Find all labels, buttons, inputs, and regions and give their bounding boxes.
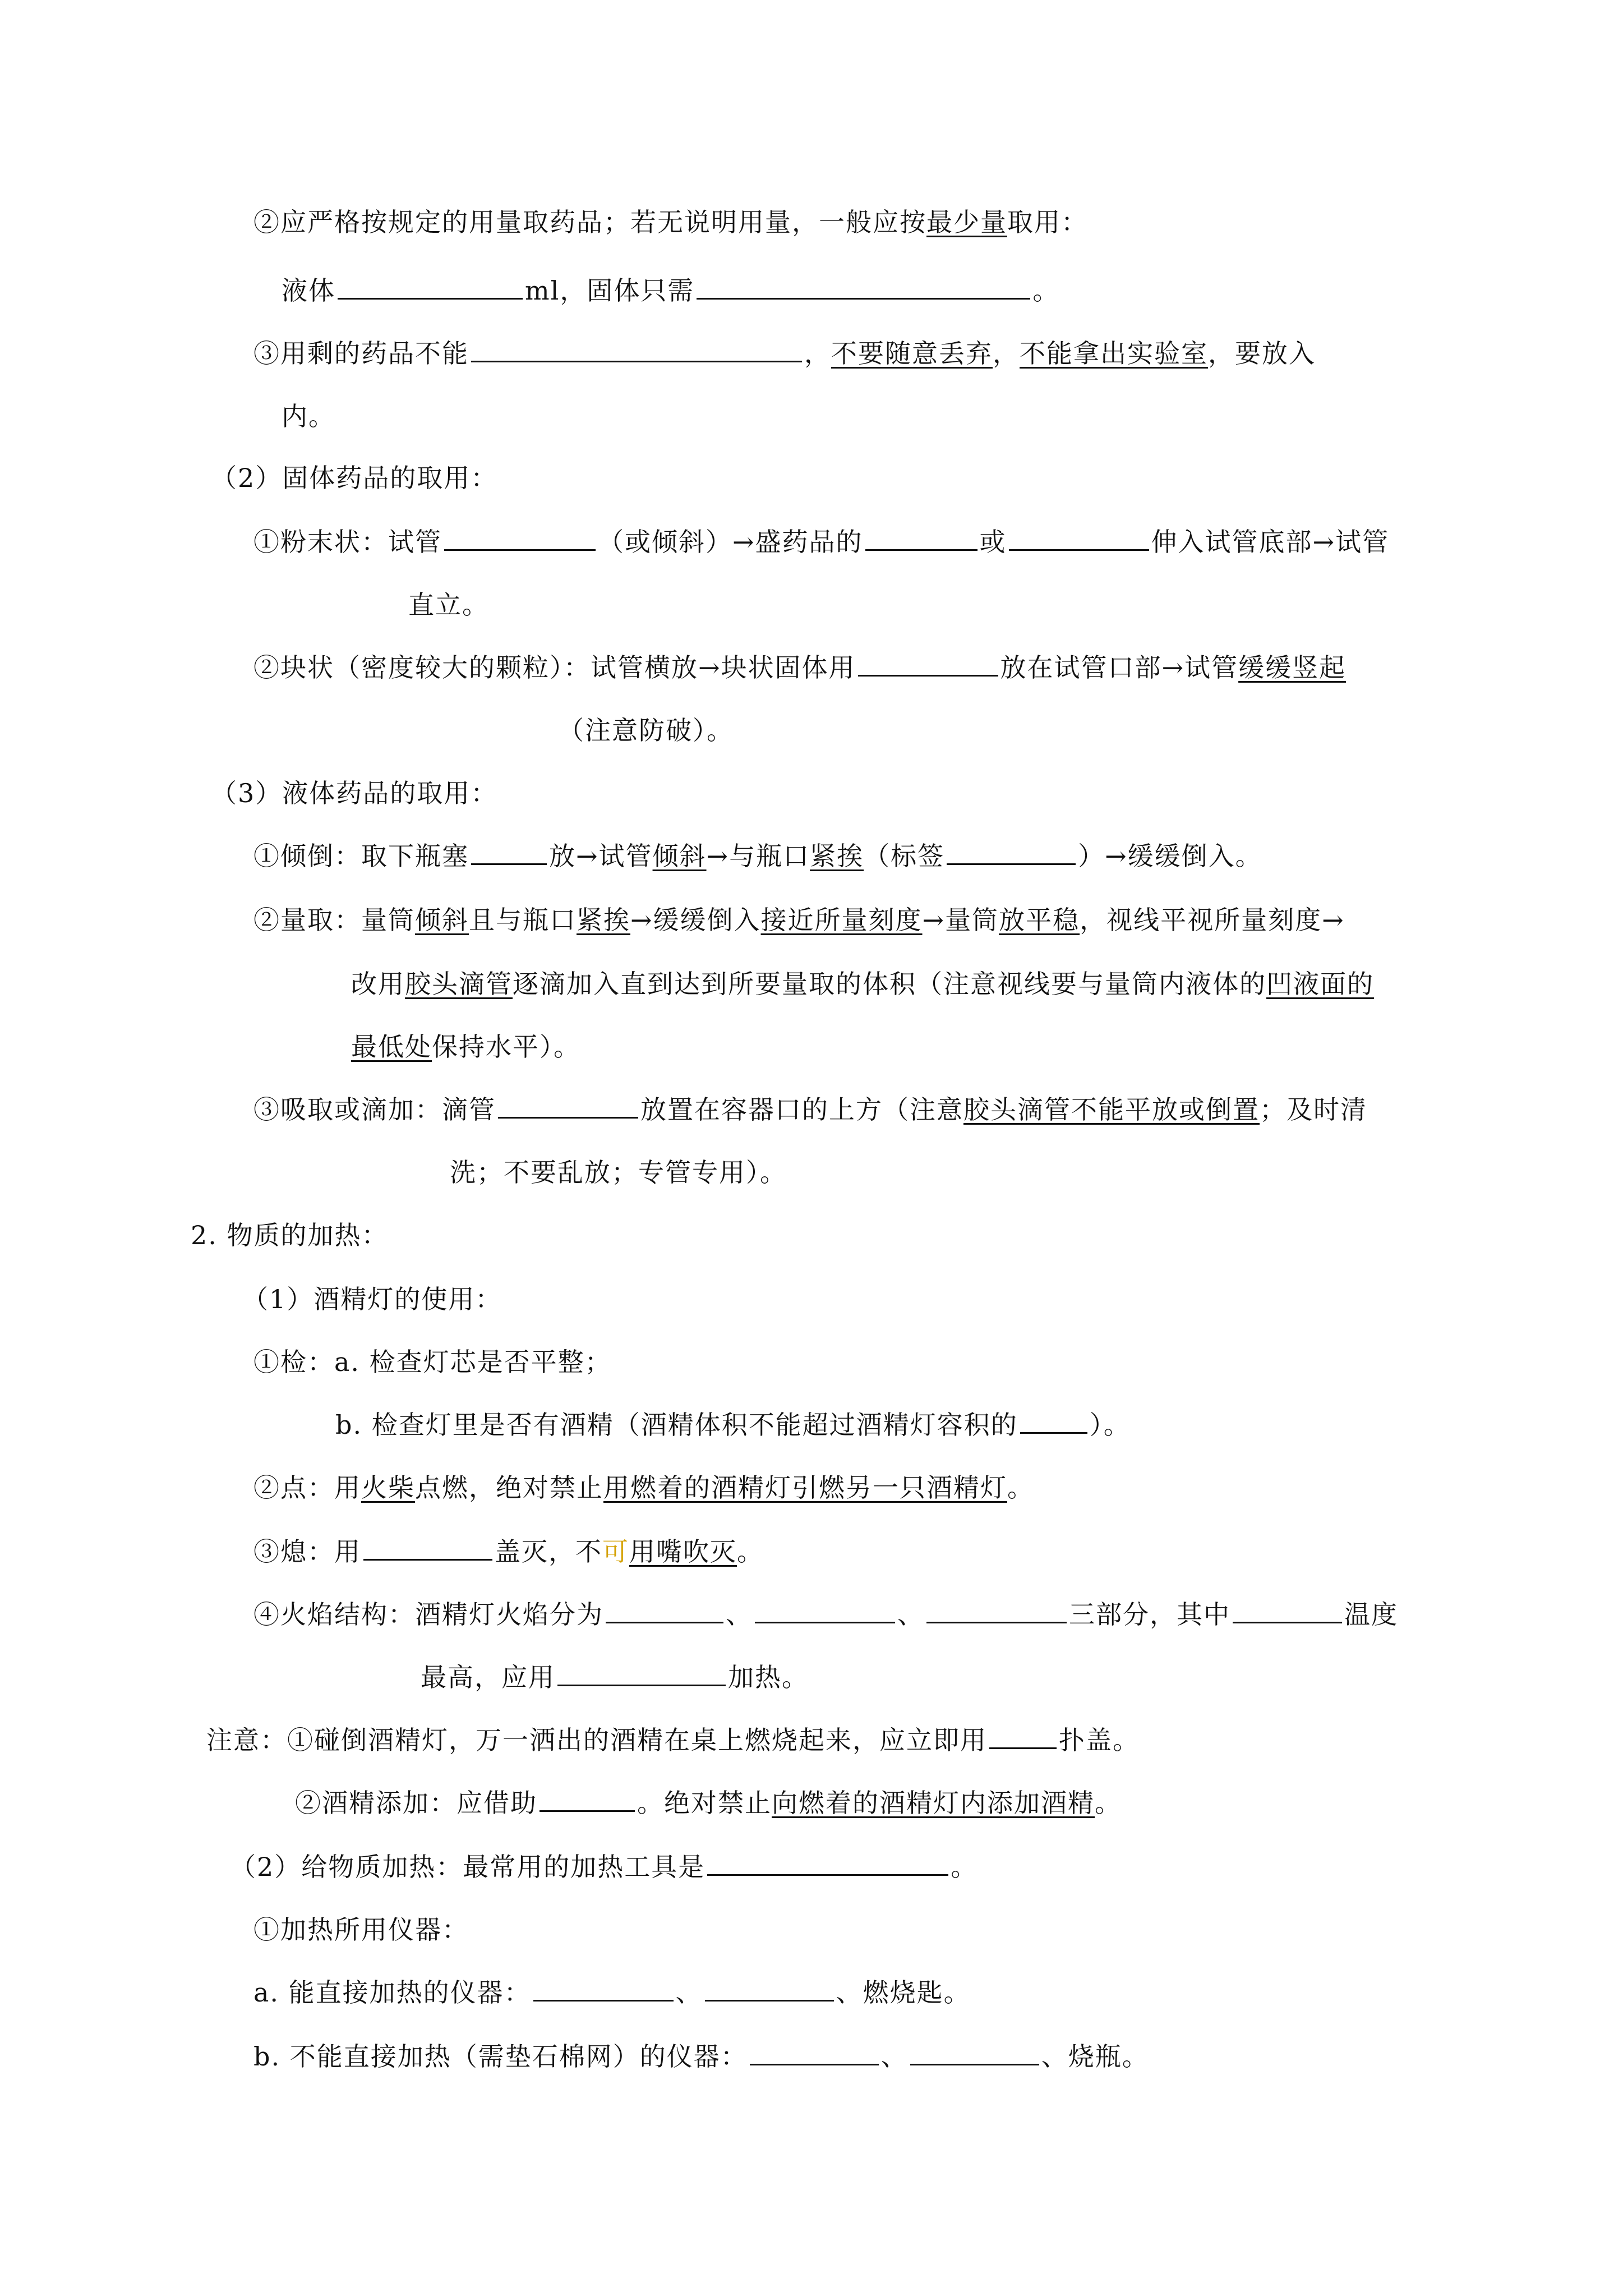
text: ，视线平视所量刻度→ [1080, 905, 1345, 935]
text: ， [993, 338, 1020, 369]
text: 洗；不要乱放；专管专用）。 [450, 1157, 787, 1188]
text: ， [804, 338, 831, 369]
text-line [253, 1345, 612, 1379]
answer-blank[interactable] [858, 651, 998, 677]
text-line [282, 274, 1059, 307]
text: （注意防破）。 [558, 715, 734, 746]
text: 或 [979, 527, 1007, 557]
text: 、 [880, 2041, 908, 2072]
text-line [253, 2040, 1149, 2073]
answer-blank[interactable] [910, 2040, 1039, 2065]
answer-blank[interactable] [540, 1787, 635, 1812]
text: ②应严格按规定的用量取药品；若无说明用量，一般应按 [253, 207, 926, 237]
underlined-answer: 用嘴吹灭 [629, 1536, 737, 1567]
text: （标签 [864, 841, 945, 871]
section-heading [242, 1282, 502, 1316]
text: 2. 物质的加热： [191, 1220, 389, 1250]
answer-blank[interactable] [557, 1661, 726, 1686]
underlined-answer: 用燃着的酒精灯引燃另一只酒精灯 [603, 1473, 1007, 1503]
answer-blank[interactable] [989, 1724, 1057, 1749]
text: 且与瓶口 [469, 905, 577, 935]
text: 扑盖。 [1059, 1725, 1140, 1755]
underlined-answer: 不能拿出实验室 [1020, 338, 1208, 369]
text-line [253, 1093, 1367, 1126]
text: 放在试管口部→试管 [1000, 652, 1239, 683]
underlined-answer: 最少量 [926, 207, 1007, 237]
text: a. 能直接加热的仪器： [253, 1977, 531, 2008]
text: 。 [951, 1852, 978, 1882]
text: 保持水平）。 [432, 1032, 580, 1062]
text: 放置在容器口的上方（注意 [640, 1094, 963, 1125]
text-line [282, 399, 335, 433]
underlined-answer: 最低处 [351, 1032, 432, 1062]
text-line [253, 1598, 1398, 1631]
text: →与瓶口 [706, 841, 810, 871]
answer-blank[interactable] [755, 1598, 895, 1623]
text: ③吸取或滴加：滴管 [253, 1094, 496, 1125]
text: 、 [726, 1599, 753, 1630]
answer-blank[interactable] [947, 840, 1076, 865]
text: ②点：用 [253, 1473, 361, 1503]
text: 。 [737, 1536, 764, 1567]
underlined-answer: 紧挨 [577, 905, 630, 935]
answer-blank[interactable] [707, 1851, 948, 1876]
underlined-answer: 接近所量刻度 [760, 905, 923, 935]
text-line [253, 1976, 971, 2009]
text: ①倾倒：取下瓶塞 [253, 841, 469, 871]
answer-blank[interactable] [705, 1976, 834, 2001]
text: ml，固体只需 [525, 275, 695, 306]
answer-blank[interactable] [498, 1093, 638, 1119]
text: b. 不能直接加热（需垫石棉网）的仪器： [253, 2041, 748, 2072]
underlined-answer: 凹液面的 [1266, 969, 1374, 999]
text: b. 检查灯里是否有酒精（酒精体积不能超过酒精灯容积的 [335, 1410, 1018, 1440]
text: 、烧瓶。 [1041, 2041, 1149, 2072]
text: 点燃，绝对禁止 [415, 1473, 603, 1503]
underlined-answer: 火柴 [361, 1473, 415, 1503]
underlined-answer: 向燃着的酒精灯内添加酒精 [772, 1788, 1095, 1818]
text: 、 [675, 1977, 703, 2008]
note-line [206, 1723, 1140, 1757]
text: 放→试管 [549, 841, 653, 871]
text: ）→缓缓倒入。 [1078, 841, 1262, 871]
underlined-answer: 缓缓竖起 [1238, 652, 1347, 683]
text: 内。 [282, 401, 335, 431]
answer-blank[interactable] [1020, 1409, 1087, 1434]
text: ②酒精添加：应借助 [295, 1788, 537, 1818]
text: （3）液体药品的取用： [211, 778, 498, 808]
text: 加热。 [728, 1662, 809, 1692]
text: 最高，应用 [421, 1662, 555, 1692]
text: （或倾斜）→盛药品的 [598, 527, 863, 557]
text: ②块状（密度较大的颗粒）：试管横放→块状固体用 [253, 652, 856, 683]
section-heading [211, 461, 497, 495]
text: 逐滴加入直到达到所要量取的体积（注意视线要与量筒内液体的 [513, 969, 1266, 999]
answer-blank[interactable] [533, 1976, 674, 2001]
text-line [253, 1471, 1034, 1504]
text: ①加热所用仪器： [253, 1915, 469, 1945]
underlined-answer: 不能平放或倒置 [1071, 1094, 1260, 1125]
text-line [253, 903, 1345, 937]
text: 。 [1032, 275, 1060, 306]
text: 、燃烧匙。 [836, 1977, 971, 2008]
text: ）。 [1089, 1410, 1131, 1440]
underlined-answer: 倾斜 [652, 841, 707, 871]
text: 、 [897, 1599, 924, 1630]
text: ，要放入 [1208, 338, 1316, 369]
text: ；及时清 [1260, 1094, 1367, 1125]
section-heading [230, 1850, 978, 1884]
underlined-answer: 倾斜 [415, 905, 469, 935]
note-line [295, 1786, 1122, 1820]
text: 取用： [1007, 207, 1088, 237]
answer-blank[interactable] [750, 2040, 879, 2065]
text: →量筒 [922, 905, 999, 935]
section-heading [191, 1218, 389, 1252]
underlined-answer: 不要随意丢弃 [831, 338, 993, 369]
answer-blank[interactable] [338, 274, 523, 300]
text: ①检：a. 检查灯芯是否平整； [253, 1347, 612, 1377]
text-line [335, 1408, 1131, 1442]
underlined-answer: 紧挨 [810, 841, 864, 871]
text: 。绝对禁止 [637, 1788, 772, 1818]
text-line [351, 967, 1374, 1001]
text-line [253, 525, 1389, 559]
text-line [351, 1030, 580, 1064]
underlined-answer: 放平稳 [999, 905, 1080, 935]
answer-blank[interactable] [471, 337, 802, 362]
answer-blank[interactable] [926, 1598, 1067, 1623]
text-line [421, 1660, 809, 1694]
answer-blank[interactable] [363, 1535, 492, 1561]
answer-blank[interactable] [865, 526, 978, 551]
text: ③熄：用 [253, 1536, 361, 1567]
text: 三部分，其中 [1069, 1599, 1230, 1630]
answer-blank[interactable] [606, 1598, 723, 1623]
answer-blank[interactable] [471, 840, 547, 865]
text-line [408, 588, 489, 622]
text: （2）给物质加热：最常用的加热工具是 [230, 1852, 706, 1882]
text: ①粉末状：试管 [253, 527, 442, 557]
answer-blank[interactable] [697, 274, 1030, 300]
text-line [253, 1913, 469, 1947]
text: ③用剩的药品不能 [253, 338, 469, 369]
text-line [253, 839, 1262, 873]
text-line [558, 714, 734, 747]
text: ④火焰结构：酒精灯火焰分为 [253, 1599, 603, 1630]
text-line [253, 205, 1088, 239]
text: ②量取：量筒 [253, 905, 415, 935]
answer-blank[interactable] [1009, 526, 1149, 551]
text: 可 [602, 1536, 629, 1567]
text-line [450, 1156, 787, 1189]
section-heading [211, 776, 497, 810]
text-line [253, 337, 1316, 370]
text: （2）固体药品的取用： [211, 463, 498, 493]
underlined-answer: 胶头滴管 [405, 969, 513, 999]
answer-blank[interactable] [444, 526, 596, 551]
underlined-answer: 胶头滴管 [963, 1094, 1071, 1125]
text: 改用 [351, 969, 405, 999]
answer-blank[interactable] [1233, 1598, 1342, 1623]
text-line [253, 651, 1346, 684]
text-line [253, 1535, 764, 1568]
text: 注意：①碰倒酒精灯，万一洒出的酒精在桌上燃烧起来，应立即用 [206, 1725, 987, 1755]
text: 。 [1095, 1788, 1122, 1818]
text: 。 [1007, 1473, 1034, 1503]
text: 伸入试管底部→试管 [1151, 527, 1390, 557]
text: 直立。 [408, 590, 489, 620]
text: （1）酒精灯的使用： [242, 1284, 502, 1314]
text: →缓缓倒入 [630, 905, 761, 935]
text: 盖灭，不 [495, 1536, 602, 1567]
text: 液体 [282, 275, 335, 306]
text: 温度 [1344, 1599, 1398, 1630]
